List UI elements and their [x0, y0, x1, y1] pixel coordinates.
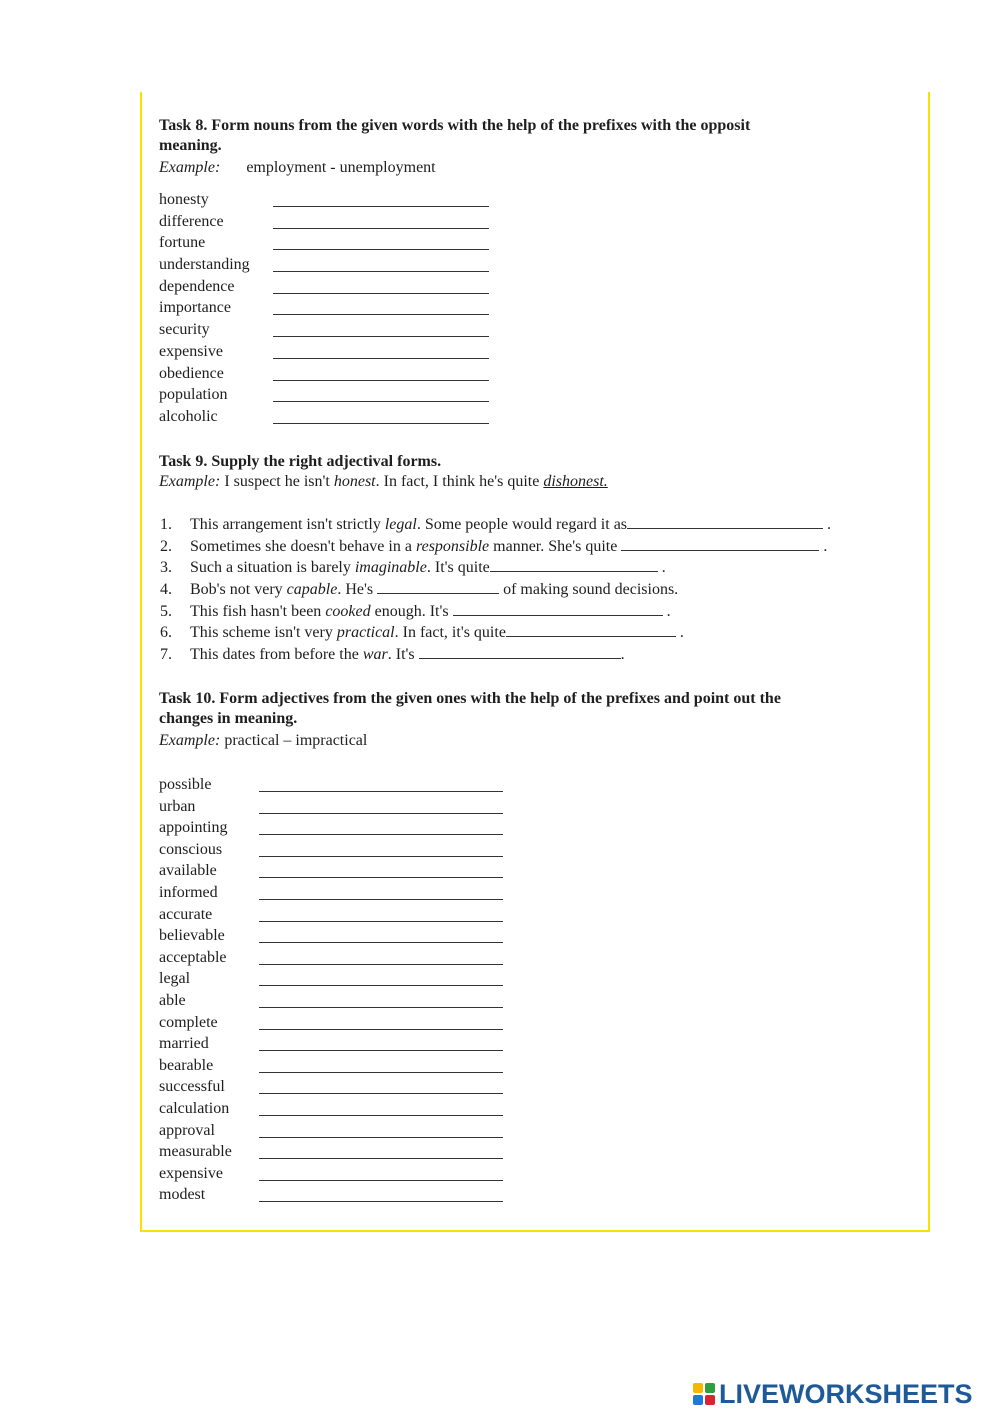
task8-answer-blank[interactable]: [273, 228, 489, 229]
frame-right-border: [928, 92, 930, 1232]
task8-word-item: [159, 298, 250, 320]
task10-word: successful: [159, 1078, 225, 1096]
task10-word-item: [159, 926, 232, 948]
task8-answer-blank[interactable]: [273, 206, 489, 207]
task8-word-item: [159, 385, 250, 407]
task8-word: difference: [159, 212, 224, 230]
task9-sentence-tail: .: [819, 537, 828, 555]
task10-answer-blank[interactable]: [259, 1050, 503, 1051]
task9-sentence-list: [160, 514, 831, 666]
task9-sentence-pre: Sometimes she doesn't behave in a: [190, 537, 416, 555]
task9-sentence-post: . It's quite: [426, 559, 490, 577]
task10-word: available: [159, 862, 217, 880]
task8-example-text: employment - unemployment: [246, 159, 436, 176]
task10-word-item: [159, 905, 232, 927]
logo-square-4: [705, 1395, 715, 1405]
task8-word: fortune: [159, 234, 206, 252]
task10-word: believable: [159, 927, 225, 945]
task10-word-item: [159, 991, 232, 1013]
task8-word: expensive: [159, 342, 223, 360]
task10-answer-blank[interactable]: [259, 1180, 503, 1181]
task8-word: obedience: [159, 364, 224, 382]
task9-sentence-post: . It's: [387, 646, 419, 664]
task9-sentence-word: responsible: [415, 537, 490, 555]
task9-sentence-post: . He's: [337, 581, 378, 599]
task9-sentence-tail: .: [662, 602, 671, 620]
task10-answer-blank[interactable]: [259, 1137, 503, 1138]
task10-answer-blank[interactable]: [259, 1007, 503, 1008]
logo-grid-icon: [693, 1383, 715, 1405]
task8-title-line2: meaning.: [159, 137, 222, 154]
task8-word: honesty: [159, 191, 209, 208]
task10-word: accurate: [159, 905, 213, 923]
task9-example-italic: honest: [333, 473, 376, 490]
task9-sentence-post: . Some people would regard it as: [416, 516, 628, 533]
task9-sentence: [160, 536, 831, 558]
task10-word-item: [159, 1164, 232, 1186]
task9-sentence-number: 3.: [160, 559, 172, 577]
task9-answer-blank[interactable]: [490, 557, 658, 572]
task9-sentence-tail: .: [823, 516, 832, 533]
task8-word-item: [159, 255, 250, 277]
task10-title-line1: Task 10. Form adjectives from the given ones with the help of the prefixes and point out the: [159, 690, 781, 707]
logo-square-2: [705, 1383, 715, 1393]
task9-sentence-tail: .: [657, 559, 666, 577]
task10-answer-blank[interactable]: [259, 1201, 503, 1202]
task10-answer-blank[interactable]: [259, 813, 503, 814]
task10-answer-blank[interactable]: [259, 964, 503, 965]
task8-answer-blank[interactable]: [273, 380, 489, 381]
frame-bottom-border: [140, 1230, 930, 1232]
task10-answer-blank[interactable]: [259, 942, 503, 943]
task10-word-item: [159, 1121, 232, 1143]
task8-word-item: [159, 364, 250, 386]
task9-answer-blank[interactable]: [453, 601, 663, 616]
task9-sentence: [160, 579, 831, 601]
task8-example-label: Example:: [159, 159, 221, 176]
logo-text: LIVEWORKSHEETS: [719, 1378, 973, 1409]
task8-word-item: [159, 407, 250, 429]
task8-word-item: [159, 277, 250, 299]
task8-answer-blank[interactable]: [273, 401, 489, 402]
task10-word-list: [159, 775, 232, 1207]
task10-example-label: Example:: [159, 732, 221, 749]
task10-word: complete: [159, 1013, 218, 1031]
task10-word-item: [159, 775, 232, 797]
task9-sentence-tail: of making sound decisions.: [499, 581, 679, 599]
task9-answer-blank[interactable]: [419, 644, 621, 659]
task9-sentence-word: imaginable: [354, 559, 427, 577]
task9-example-text-b: . In fact, I think he's quite: [375, 473, 544, 490]
task9-answer-blank[interactable]: [506, 622, 676, 637]
task10-example: [159, 731, 367, 751]
task10-title: [159, 689, 929, 729]
task10-word-item: [159, 1056, 232, 1078]
task10-word-item: [159, 883, 232, 905]
task8-word-item: [159, 190, 250, 212]
task10-word-item: [159, 969, 232, 991]
task9-sentence-pre: This scheme isn't very: [190, 624, 337, 642]
task8-title-line1: Task 8. Form nouns from the given words with the help of the prefixes with the opposit: [159, 117, 751, 134]
task9-sentence-word: legal: [384, 516, 417, 533]
task10-answer-blank[interactable]: [259, 985, 503, 986]
task9-title: Task 9. Supply the right adjectival forms.: [159, 453, 442, 470]
task10-answer-blank[interactable]: [259, 1158, 503, 1159]
task8-word-item: [159, 342, 250, 364]
task8-word: understanding: [159, 256, 250, 274]
task10-word-item: [159, 840, 232, 862]
task8-answer-blank[interactable]: [273, 271, 489, 272]
task10-answer-blank[interactable]: [259, 1072, 503, 1073]
task10-word-item: [159, 1034, 232, 1056]
task10-word: appointing: [159, 819, 228, 837]
task8-answer-blank[interactable]: [273, 336, 489, 337]
task10-word: bearable: [159, 1056, 214, 1074]
task9-sentence-word: practical: [336, 624, 395, 642]
task8-answer-blank[interactable]: [273, 314, 489, 315]
task8-answer-blank[interactable]: [273, 293, 489, 294]
task10-example-text: practical – impractical: [224, 732, 368, 749]
task10-word-item: [159, 1099, 232, 1121]
task10-word: able: [159, 991, 186, 1009]
task10-word: married: [159, 1035, 209, 1053]
task8-word: dependence: [159, 277, 235, 295]
task9-sentence-pre: This fish hasn't been: [190, 602, 326, 620]
logo-square-1: [693, 1383, 703, 1393]
task10-word-item: [159, 1185, 232, 1207]
task8-word: security: [159, 321, 210, 339]
task10-answer-blank[interactable]: [259, 1115, 503, 1116]
task10-word-item: [159, 1142, 232, 1164]
task8-word: importance: [159, 299, 231, 317]
task9-answer-blank[interactable]: [627, 514, 823, 529]
task9-sentence-number: 7.: [160, 646, 172, 664]
task9-sentence-tail: .: [620, 646, 625, 664]
task9-example-answer: dishonest.: [543, 473, 608, 490]
task10-answer-blank[interactable]: [259, 899, 503, 900]
task9-sentence-pre: Bob's not very: [190, 581, 287, 599]
task8-title: [159, 116, 929, 156]
task9-sentence: [160, 601, 831, 623]
task10-answer-blank[interactable]: [259, 791, 503, 792]
task8-word-item: [159, 320, 250, 342]
task9-sentence-post: manner. She's quite: [489, 537, 622, 555]
task8-example: [159, 158, 436, 178]
task8-answer-blank[interactable]: [273, 423, 489, 424]
task10-word: approval: [159, 1121, 215, 1139]
task9-sentence-post: enough. It's: [370, 602, 453, 620]
task10-answer-blank[interactable]: [259, 856, 503, 857]
task10-word-item: [159, 1013, 232, 1035]
task10-word: expensive: [159, 1164, 223, 1182]
task10-word: measurable: [159, 1143, 232, 1161]
frame-left-border: [140, 92, 142, 1232]
task9-sentence-number: 5.: [160, 602, 172, 620]
task8-word-item: [159, 233, 250, 255]
task9-sentence-number: 6.: [160, 624, 172, 642]
task10-word: informed: [159, 883, 218, 901]
task9-sentence: [160, 622, 831, 644]
task9-sentence-pre: This dates from before the: [190, 646, 363, 664]
task9-sentence-pre: This arrangement isn't strictly: [190, 516, 385, 533]
task9-example-label: Example:: [159, 473, 221, 490]
task10-word: modest: [159, 1186, 206, 1204]
task10-word: urban: [159, 797, 196, 815]
task10-word: acceptable: [159, 948, 227, 966]
task10-word-item: [159, 797, 232, 819]
task9-sentence-word: cooked: [325, 602, 371, 620]
task9-example-text-a: I suspect he isn't: [224, 473, 334, 490]
task10-answer-blank[interactable]: [259, 1093, 503, 1094]
liveworksheets-logo: [693, 1378, 973, 1410]
task9-sentence-word: war: [362, 646, 388, 664]
task10-answer-blank[interactable]: [259, 1029, 503, 1030]
task10-word: possible: [159, 776, 212, 793]
task9-sentence: [160, 644, 831, 666]
task8-answer-blank[interactable]: [273, 249, 489, 250]
task10-word: conscious: [159, 840, 223, 858]
task9-sentence-number: 2.: [160, 537, 172, 555]
task10-word-item: [159, 1077, 232, 1099]
task10-word-item: [159, 818, 232, 840]
task8-word: population: [159, 386, 228, 404]
task9-answer-blank[interactable]: [621, 536, 819, 551]
task8-word-list: [159, 190, 250, 429]
task9-example: [159, 472, 608, 492]
task10-title-line2: changes in meaning.: [159, 710, 298, 727]
task10-answer-blank[interactable]: [259, 877, 503, 878]
task9-sentence-number: 4.: [160, 581, 172, 599]
task9-sentence: [160, 514, 831, 536]
task9-answer-blank[interactable]: [377, 579, 499, 594]
logo-square-3: [693, 1395, 703, 1405]
task9-sentence-word: capable: [286, 581, 338, 599]
task10-word: calculation: [159, 1099, 230, 1117]
task10-word-item: [159, 861, 232, 883]
task9-sentence: [160, 557, 831, 579]
task10-word: legal: [159, 970, 191, 988]
task8-word-item: [159, 212, 250, 234]
task8-word: alcoholic: [159, 407, 218, 425]
task9-sentence-tail: .: [675, 624, 684, 642]
task10-word-item: [159, 948, 232, 970]
task9-sentence-number: 1.: [160, 516, 172, 533]
task9-sentence-pre: Such a situation is barely: [190, 559, 355, 577]
task8-answer-blank[interactable]: [273, 358, 489, 359]
task9-sentence-post: . In fact, it's quite: [394, 624, 506, 642]
task10-answer-blank[interactable]: [259, 921, 503, 922]
task10-answer-blank[interactable]: [259, 834, 503, 835]
